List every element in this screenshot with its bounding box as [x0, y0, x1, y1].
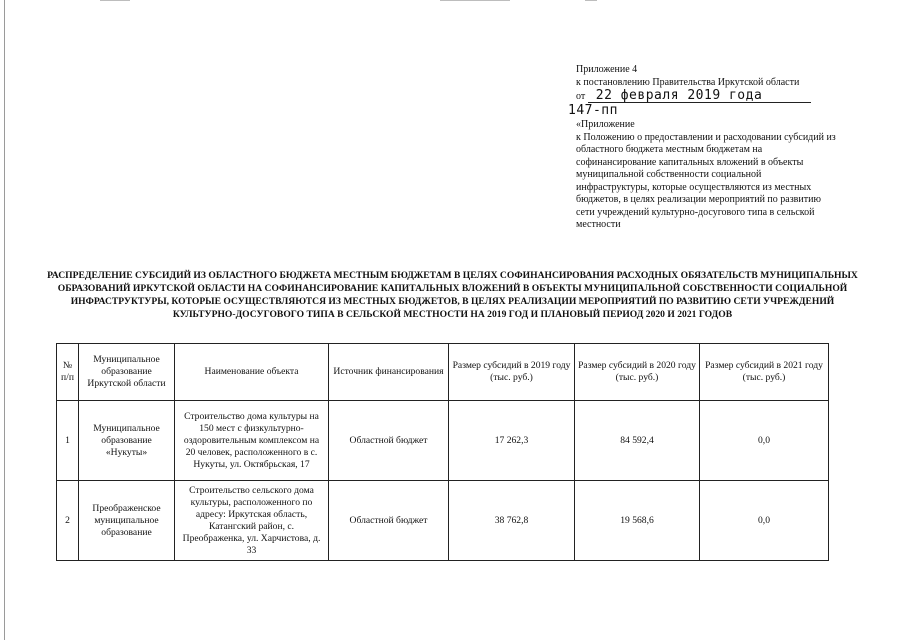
cell-2020: 84 592,4: [575, 401, 700, 481]
appendix-quote-body: к Положению о предоставлении и расходовании субсидий из областного бюджета местным бюджетам на софинансирование капитальных вложений в объекты муниципальной собственности социальной инфраструктуры, которые осуществляются из местных бюджетов, в целях реализации мероприятий по развитию сети учреждений культурно-досугового типа в сельской местности: [576, 131, 836, 230]
cell-municipality: Муниципальное образование «Нукуты»: [79, 401, 175, 481]
cell-number: 1: [57, 401, 79, 481]
scan-left-edge: [4, 0, 5, 640]
header-object: Наименование объекта: [175, 344, 329, 401]
header-2021: Размер субсидий в 2021 году (тыс. руб.): [700, 344, 829, 401]
table-row: [57, 481, 829, 561]
appendix-resolution: к постановлению Правительства Иркутской области: [576, 76, 800, 88]
scan-top-mark: [440, 0, 510, 1]
scan-top-mark: [100, 0, 130, 1]
table-row: [57, 401, 829, 481]
appendix-block: [568, 64, 836, 232]
cell-2021: 0,0: [700, 401, 829, 481]
header-number: № п/п: [57, 344, 79, 401]
cell-2019: 17 262,3: [449, 401, 575, 481]
cell-object: Строительство дома культуры на 150 мест с физкультурно-оздоровительным комплексом на 20 человек, расположенного в с. Нукуты, ул. Октябрьская, 17: [175, 401, 329, 481]
cell-object: Строительство сельского дома культуры, расположенного по адресу: Иркутская область, Катангский район, с. Преображенка, ул. Харчистова, д. 33: [175, 481, 329, 561]
appendix-quote-title: «Приложение: [576, 119, 635, 130]
cell-2019: 38 762,8: [449, 481, 575, 561]
table-header-row: [57, 344, 829, 401]
cell-source: Областной бюджет: [329, 401, 449, 481]
cell-source: Областной бюджет: [329, 481, 449, 561]
subsidy-table: [56, 343, 829, 561]
header-2019: Размер субсидий в 2019 году (тыс. руб.): [449, 344, 575, 401]
document-title: РАСПРЕДЕЛЕНИЕ СУБСИДИЙ ИЗ ОБЛАСТНОГО БЮДЖЕТА МЕСТНЫМ БЮДЖЕТАМ В ЦЕЛЯХ СОФИНАНСИРОВАНИЯ РАСХОДНЫХ ОБЯЗАТЕЛЬСТВ МУНИЦИПАЛЬНЫХ ОБРАЗОВАНИЙ ИРКУТСКОЙ ОБЛАСТИ НА СОФИНАНСИРОВАНИЕ КАПИТАЛЬНЫХ ВЛОЖЕНИЙ В ОБЪЕКТЫ МУНИЦИПАЛЬНОЙ СОБСТВЕННОСТИ СОЦИАЛЬНОЙ ИНФРАСТРУКТУРЫ, КОТОРЫЕ ОСУЩЕСТВЛЯЮТСЯ ИЗ МЕСТНЫХ БЮДЖЕТОВ, В ЦЕЛЯХ РЕАЛИЗАЦИИ МЕРОПРИЯТИЙ ПО РАЗВИТИЮ СЕТИ УЧРЕЖДЕНИЙ КУЛЬТУРНО-ДОСУГОВОГО ТИПА В СЕЛЬСКОЙ МЕСТНОСТИ НА 2019 ГОД И ПЛАНОВЫЙ ПЕРИОД 2020 И 2021 ГОДОВ: [47, 270, 858, 320]
cell-number: 2: [57, 481, 79, 561]
scan-top-mark: [585, 0, 597, 1]
header-source: Источник финансирования: [329, 344, 449, 401]
header-2020: Размер субсидий в 2020 году (тыс. руб.): [575, 344, 700, 401]
appendix-number: Приложение 4: [576, 64, 638, 75]
date-prefix: от: [576, 91, 586, 102]
resolution-number: 147-пп: [568, 102, 618, 118]
cell-2021: 0,0: [700, 481, 829, 561]
header-municipality: Муниципальное образование Иркутской области: [79, 344, 175, 401]
appendix-date-row: [576, 89, 836, 104]
cell-municipality: Преображенское муниципальное образование: [79, 481, 175, 561]
cell-2020: 19 568,6: [575, 481, 700, 561]
resolution-date: 22 февраля 2019 года: [588, 89, 811, 103]
